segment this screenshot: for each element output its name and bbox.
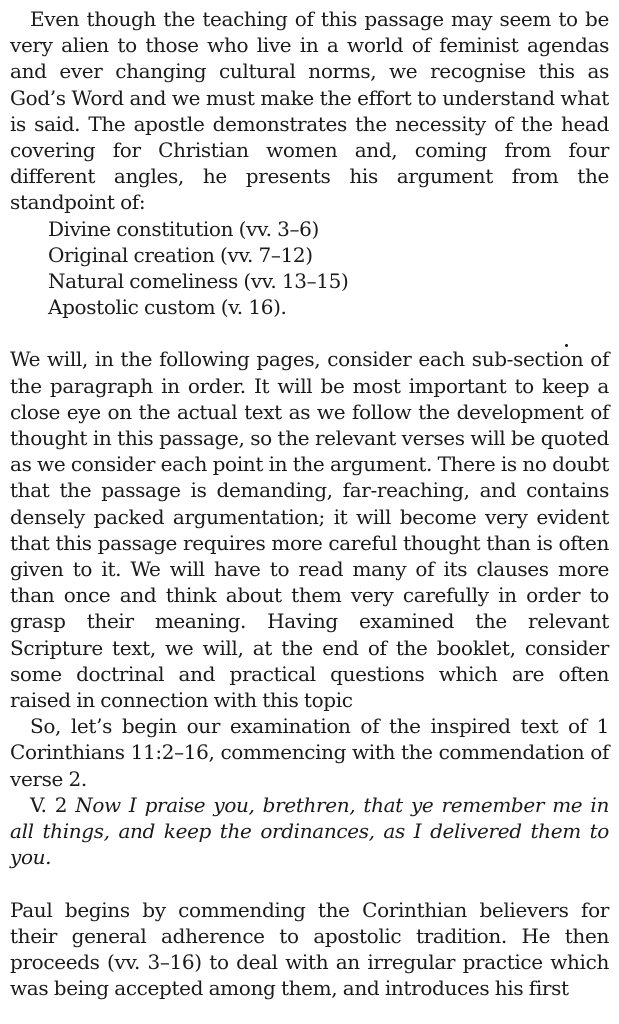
begin-paragraph: So, let’s begin our examination of the inspired text of 1 Corinthians 11:2–16, commencing with the commendation of verse 2. [10, 714, 609, 791]
intro-paragraph: Even though the teaching of this passage may seem to be very alien to those who live in a world of feminist agendas and ever changing cultural norms, we recognise this as God’s Word and we must make the effort to understand what is said. The apostle demonstrates the necessity of the head covering for Christian women and, coming from four different angles, he presents his argument from the standpoint of: [10, 7, 609, 215]
paragraph-gap [10, 871, 609, 897]
list-item: Apostolic custom (v. 16). [48, 295, 287, 320]
stray-mark [565, 344, 568, 347]
verse-text: Now I praise you, brethren, that ye remember me in all things, and keep the ordinances, as I delivered them to you. [10, 792, 609, 870]
method-paragraph: We will, in the following pages, consider each sub-section of the paragraph in order. It will be most important to keep a close eye on the actual text as we follow the development of thought in this passage, so the relevant verses will be quoted as we consider each point in the argument. There is no doubt that the passage is demanding, far-reaching, and contains densely packed argumentation; it will become very evident that this passage requires more careful thought than is often given to it. We will have to read many of its clauses more than once and think about them very carefully in order to grasp their meaning. Having examined the relevant Scripture text, we will, at the end of the booklet, consider some doctrinal and practical questions which are often raised in connection with this topic [10, 347, 609, 713]
document-page [10, 6, 609, 1001]
commendation-paragraph: Paul begins by commending the Corinthian believers for their general adherence to apostolic tradition. He then proceeds (vv. 3–16) to deal with an irregular practice which was being accepted among them, and introduces his first [10, 897, 609, 1001]
paragraph-gap [10, 320, 609, 346]
verse-label: V. 2 [30, 792, 76, 817]
list-item: Divine constitution (vv. 3–6) [48, 216, 319, 241]
argument-list [10, 216, 609, 321]
list-item: Natural comeliness (vv. 13–15) [48, 269, 349, 294]
list-item: Original creation (vv. 7–12) [48, 242, 313, 267]
verse-quote [10, 792, 609, 871]
